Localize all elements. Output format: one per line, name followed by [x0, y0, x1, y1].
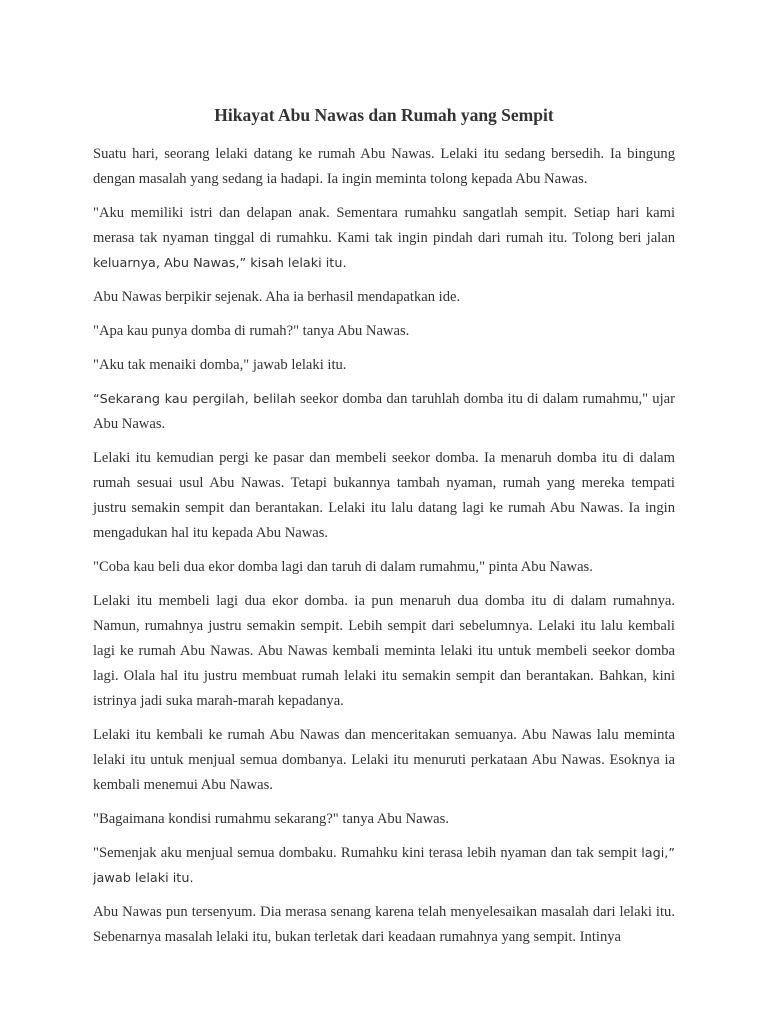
- paragraph-text: "Bagaimana kondisi rumahmu sekarang?" tanya Abu Nawas.: [93, 811, 449, 827]
- paragraph-text: "Aku memiliki istri dan delapan anak. Sementara rumahku sangatlah sempit. Setiap hari kami merasa tak nyaman tinggal di rumahku. Kami tak ingin pindah dari rumah itu. Tolong beri jalan: [93, 205, 675, 246]
- document-title: Hikayat Abu Nawas dan Rumah yang Sempit: [214, 105, 554, 125]
- paragraph-text: Abu Nawas berpikir sejenak. Aha ia berhasil mendapatkan ide.: [93, 289, 461, 305]
- document-page: [93, 104, 675, 959]
- paragraph-text: "Aku tak menaiki domba," jawab lelaki itu.: [93, 357, 347, 373]
- paragraph: [93, 319, 675, 344]
- paragraph-text: Suatu hari, seorang lelaki datang ke rumah Abu Nawas. Lelaki itu sedang bersedih. Ia bingung dengan masalah yang sedang ia hadapi. Ia ingin meminta tolong kepada Abu Nawas.: [93, 146, 675, 187]
- paragraph: [93, 387, 675, 437]
- paragraph-text-alt-font: keluarnya, Abu Nawas,” kisah lelaki itu.: [93, 256, 347, 271]
- paragraph: [93, 900, 675, 950]
- paragraph-text: Lelaki itu membeli lagi dua ekor domba. ia pun menaruh dua domba itu di dalam rumahnya. Namun, rumahnya justru semakin sempit. Lebih sempit dari sebelumnya. Lelaki itu lalu kembali lagi ke rumah Abu Nawas. Abu Nawas kembali meminta lelaki itu untuk membeli seekor domba lagi. Olala hal itu justru membuat rumah lelaki itu semakin sempit dan berantakan. Bahkan, kini istrinya jadi suka marah-marah kepadanya.: [93, 593, 675, 709]
- paragraph-text: Abu Nawas pun tersenyum. Dia merasa senang karena telah menyelesaikan masalah dari lelaki itu. Sebenarnya masalah lelaki itu, bukan terletak dari keadaan rumahnya yang sempit. Intinya: [93, 904, 675, 945]
- paragraph: [93, 807, 675, 832]
- paragraph-text-alt-font: lagi,” jawab lelaki itu.: [93, 846, 675, 886]
- paragraph: [93, 285, 675, 310]
- paragraph: [93, 841, 675, 891]
- paragraph-text: Lelaki itu kembali ke rumah Abu Nawas dan menceritakan semuanya. Abu Nawas lalu meminta lelaki itu untuk menjual semua dombanya. Lelaki itu menuruti perkataan Abu Nawas. Esoknya ia kembali menemui Abu Nawas.: [93, 727, 675, 793]
- paragraph: [93, 555, 675, 580]
- paragraph-text: "Coba kau beli dua ekor domba lagi dan taruh di dalam rumahmu," pinta Abu Nawas.: [93, 559, 593, 575]
- paragraph: [93, 201, 675, 276]
- paragraph: [93, 142, 675, 192]
- paragraph: [93, 723, 675, 798]
- paragraph: [93, 446, 675, 546]
- paragraph-text: Lelaki itu kemudian pergi ke pasar dan membeli seekor domba. Ia menaruh domba itu di dalam rumah sesuai usul Abu Nawas. Tetapi bukannya tambah nyaman, rumah yang mereka tempati justru semakin sempit dan berantakan. Lelaki itu lalu datang lagi ke rumah Abu Nawas. Ia ingin mengadukan hal itu kepada Abu Nawas.: [93, 450, 675, 541]
- paragraph-text: "Apa kau punya domba di rumah?" tanya Abu Nawas.: [93, 323, 410, 339]
- paragraph-text: seekor domba dan taruhlah domba itu di dalam rumahmu," ujar Abu Nawas.: [93, 391, 675, 432]
- paragraph: [93, 589, 675, 714]
- paragraph-text: "Semenjak aku menjual semua dombaku. Rumahku kini terasa lebih nyaman dan tak sempit: [93, 845, 642, 861]
- paragraph: [93, 353, 675, 378]
- paragraph-text-alt-font: “Sekarang kau pergilah, belilah: [93, 392, 296, 407]
